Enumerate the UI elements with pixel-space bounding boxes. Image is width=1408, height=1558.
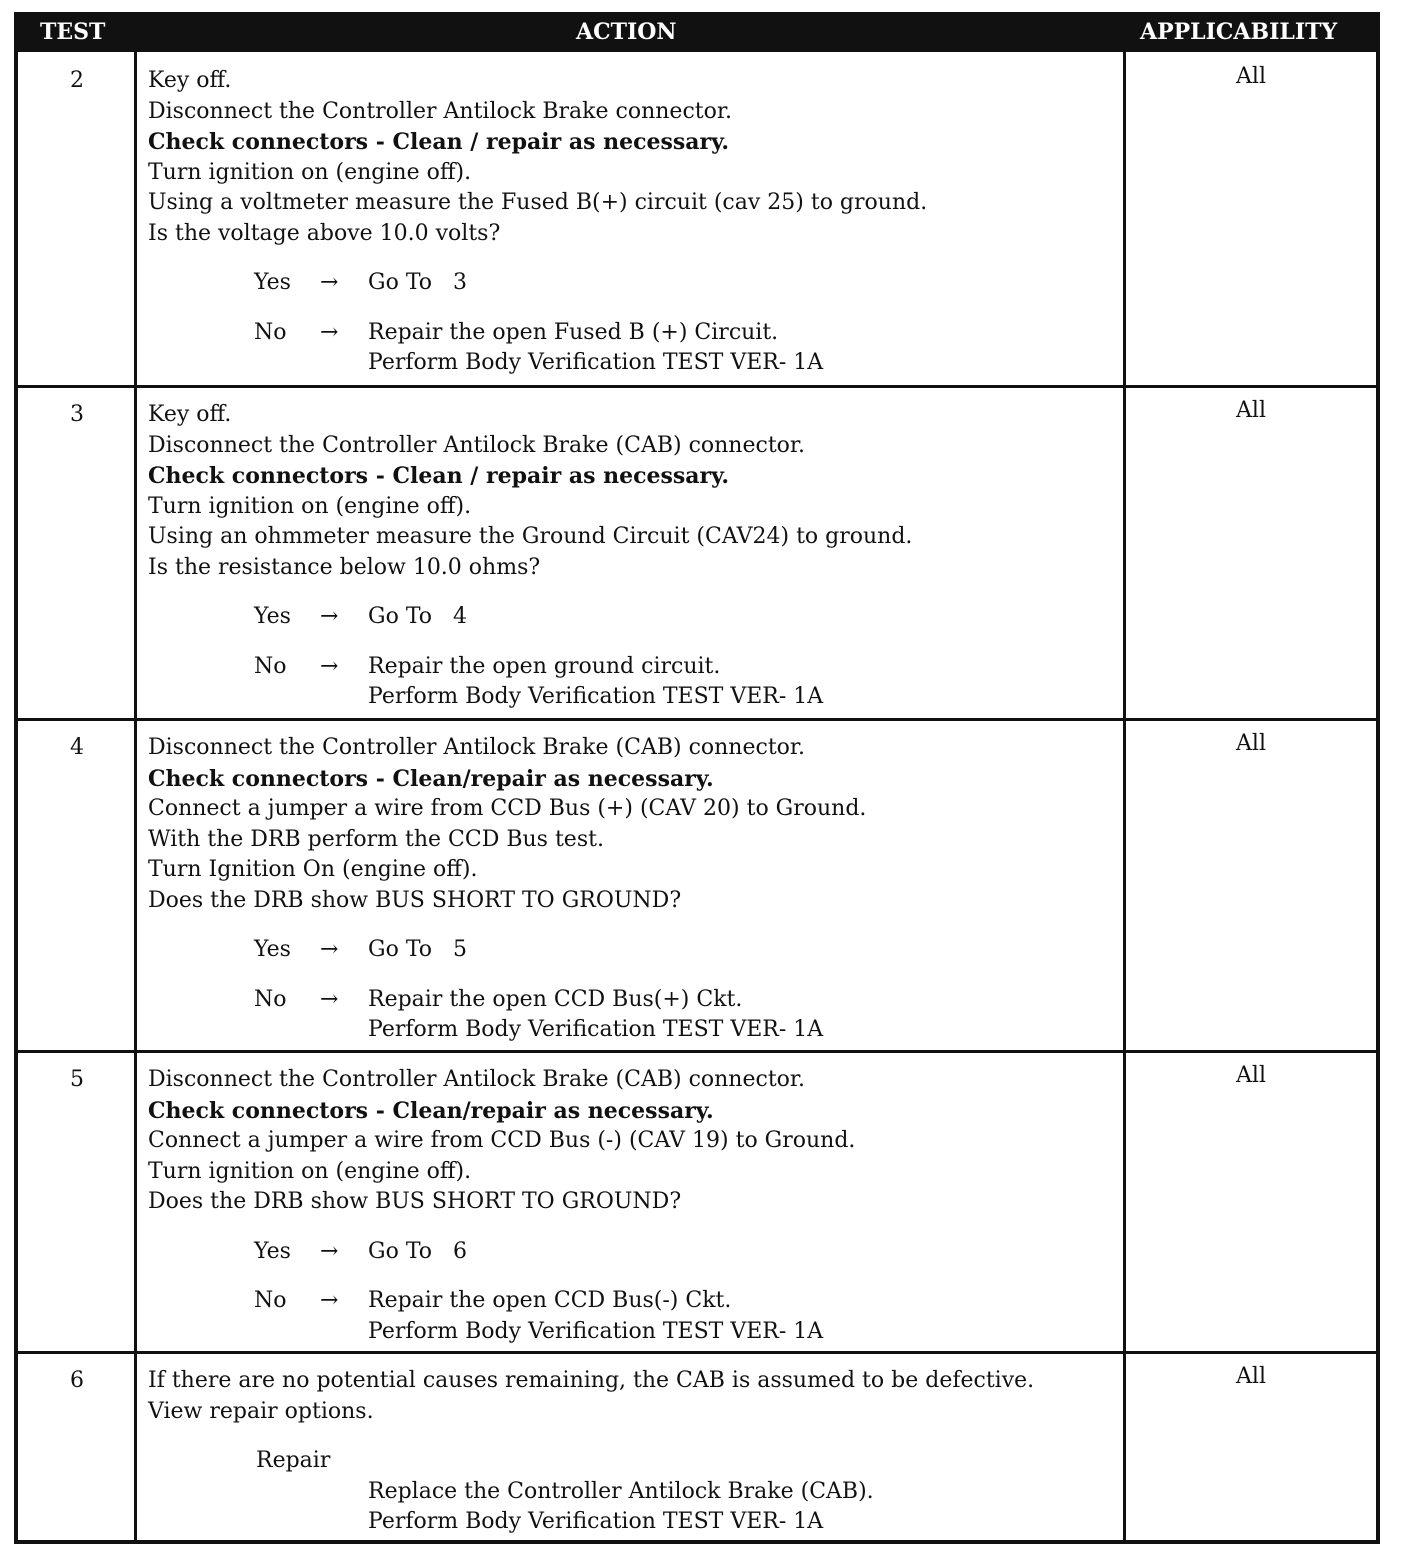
action-step: Disconnect the Controller Antilock Brake (CAB) connector. — [148, 1067, 805, 1092]
no-branch — [148, 1286, 855, 1317]
repair-step: Perform Body Verification TEST VER- 1A — [368, 1509, 824, 1534]
action-step: Key off. — [148, 402, 232, 427]
action-step: Turn ignition on (engine off). — [148, 159, 472, 185]
action-step: Disconnect the Controller Antilock Brake (CAB) connector. — [148, 432, 805, 458]
test-number: 6 — [70, 1368, 84, 1393]
header-test: TEST — [40, 19, 106, 45]
applicability-value: All — [1236, 398, 1266, 423]
test-number: 5 — [70, 1067, 84, 1092]
repair-label: Repair — [256, 1448, 331, 1473]
action-step-bold: Check connectors - Clean / repair as necessary. — [148, 129, 730, 155]
action-step: Connect a jumper a wire from CCD Bus (+) (CAV 20) to Ground. — [148, 796, 867, 821]
test-number: 3 — [70, 402, 84, 427]
test-number: 2 — [70, 68, 84, 93]
test-number: 4 — [70, 735, 84, 760]
arrow-icon: → — [320, 604, 339, 629]
repair-step: Replace the Controller Antilock Brake (CAB). — [368, 1478, 874, 1504]
action-cell — [148, 400, 912, 713]
yes-result: Go To 4 — [368, 604, 467, 629]
action-step: With the DRB perform the CCD Bus test. — [148, 826, 604, 852]
yes-result: Go To 3 — [368, 270, 467, 295]
applicability-value: All — [1236, 731, 1266, 756]
action-step: Turn Ignition On (engine off). — [148, 857, 478, 882]
action-step: Using an ohmmeter measure the Ground Circuit (CAV24) to ground. — [148, 524, 913, 549]
no-result: Repair the open ground circuit. — [368, 653, 721, 679]
arrow-icon: → — [320, 1288, 339, 1313]
no-result: Repair the open Fused B (+) Circuit. — [368, 319, 779, 345]
arrow-icon: → — [320, 1238, 339, 1264]
action-step-bold: Check connectors - Clean/repair as necessary. — [148, 765, 714, 792]
header-action: ACTION — [576, 19, 677, 45]
applicability-value: All — [1236, 1063, 1266, 1088]
no-result: Repair the open CCD Bus(-) Ckt. — [368, 1288, 732, 1313]
no-label: No — [254, 319, 287, 345]
no-branch — [148, 985, 866, 1016]
no-result-followup: Perform Body Verification TEST VER- 1A — [368, 684, 824, 709]
yes-branch — [148, 602, 912, 633]
yes-label: Yes — [254, 604, 291, 629]
no-result-followup: Perform Body Verification TEST VER- 1A — [368, 350, 824, 375]
no-result-followup: Perform Body Verification TEST VER- 1A — [368, 1017, 824, 1042]
no-label: No — [254, 653, 287, 679]
yes-result: Go To 5 — [368, 937, 467, 962]
no-branch — [148, 318, 927, 349]
action-step: Key off. — [148, 68, 232, 93]
no-result: Repair the open CCD Bus(+) Ckt. — [368, 986, 743, 1012]
yes-branch — [148, 1237, 855, 1268]
action-step: Connect a jumper a wire from CCD Bus (-) (CAV 19) to Ground. — [148, 1128, 856, 1153]
yes-label: Yes — [254, 270, 291, 295]
action-cell — [148, 733, 866, 1046]
arrow-icon: → — [320, 653, 339, 679]
yes-result: Go To 6 — [368, 1238, 467, 1264]
action-step-bold: Check connectors - Clean / repair as necessary. — [148, 463, 730, 489]
no-result-followup: Perform Body Verification TEST VER- 1A — [368, 1318, 824, 1344]
action-step: Disconnect the Controller Antilock Brake connector. — [148, 98, 732, 124]
action-step: Using a voltmeter measure the Fused B(+) circuit (cav 25) to ground. — [148, 190, 928, 215]
table-header — [18, 16, 1376, 52]
action-step: Turn ignition on (engine off). — [148, 1158, 472, 1184]
action-cell — [148, 66, 927, 379]
test-row-2 — [18, 54, 1376, 385]
diagnostic-table — [14, 12, 1380, 1544]
applicability-value: All — [1236, 64, 1266, 89]
arrow-icon: → — [320, 270, 339, 295]
yes-label: Yes — [254, 937, 291, 962]
header-applicability: APPLICABILITY — [1140, 19, 1338, 45]
arrow-icon: → — [320, 986, 339, 1012]
yes-branch — [148, 268, 927, 299]
test-row-4 — [18, 721, 1376, 1050]
yes-label: Yes — [254, 1238, 291, 1264]
test-row-5 — [18, 1053, 1376, 1351]
no-label: No — [254, 1288, 287, 1313]
no-label: No — [254, 986, 287, 1012]
arrow-icon: → — [320, 319, 339, 345]
applicability-value: All — [1236, 1364, 1266, 1389]
action-cell — [148, 1366, 1034, 1538]
action-step: Turn ignition on (engine off). — [148, 493, 472, 519]
action-step: Disconnect the Controller Antilock Brake (CAB) connector. — [148, 735, 805, 760]
action-step: If there are no potential causes remaining, the CAB is assumed to be defective. — [148, 1368, 1035, 1393]
test-row-6 — [18, 1354, 1376, 1540]
action-question: Does the DRB show BUS SHORT TO GROUND? — [148, 1189, 682, 1214]
action-question: Does the DRB show BUS SHORT TO GROUND? — [148, 887, 682, 913]
action-step: View repair options. — [148, 1398, 374, 1424]
action-question: Is the voltage above 10.0 volts? — [148, 220, 501, 246]
action-question: Is the resistance below 10.0 ohms? — [148, 554, 541, 580]
yes-branch — [148, 935, 866, 966]
no-branch — [148, 652, 912, 683]
action-cell — [148, 1065, 855, 1347]
test-row-3 — [18, 388, 1376, 718]
action-step-bold: Check connectors - Clean/repair as necessary. — [148, 1097, 714, 1124]
arrow-icon: → — [320, 937, 339, 962]
